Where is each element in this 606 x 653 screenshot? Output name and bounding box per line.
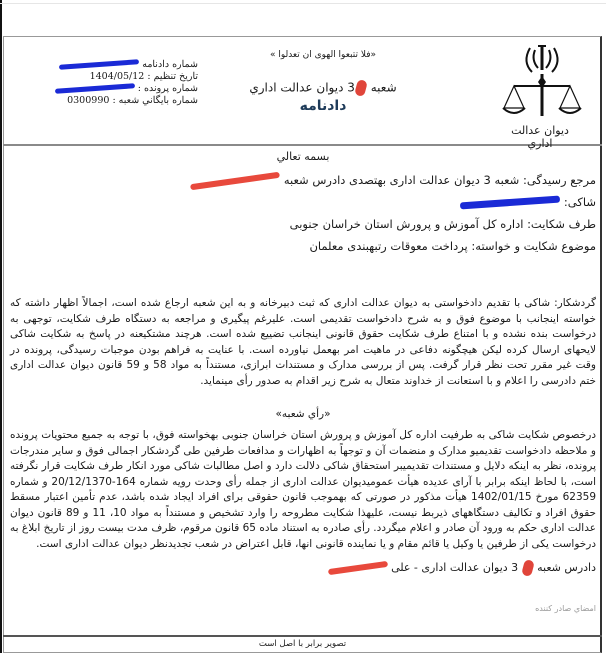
document-header — [3, 36, 602, 150]
reference-field — [10, 169, 596, 191]
date-value: 1404/05/12 — [89, 71, 145, 82]
plaintiff-field — [10, 191, 596, 213]
subject-value: پرداخت معوقات رتبهبندی معلمان — [309, 239, 468, 253]
plaintiff-label: شاکی: — [563, 195, 596, 209]
emblem-scales-icon — [500, 42, 584, 124]
certification-footer: تصوير برابر با اصل است — [3, 635, 602, 653]
branch-number: 3 — [347, 80, 355, 95]
branch-suffix: ديوان عدالت اداري — [249, 80, 344, 95]
emblem-caption: ديوان عدالت اداري — [511, 124, 569, 150]
proceedings-paragraph: گردشکار: شاکی با تقديم دادخواستی به ديوان عدالت اداری که ثبت دبيرخانه و به اين شعبه ارجاع شده است، اجمالاً اظهار داشته که خواسته اينجانب با موضوع فوق و به شرح دادخواست تقديمی است. علیرغم پيگيری و مراجعه به دستگاه طرف شکايت، توجهی به درخواست بنده نشده و با امتناع طرف شکايت حقوق قانونی اينجانب تضييع شده است. هرچند مشتکیعنه در پاسخ به شکايت شاکی لايحهای ارسال کرده ليکن هيچگونه دفاعی در ماهيت امر بهعمل نياورده است. با عنايت به فراهم بودن موجبات رسيدگی، پرونده در وقت غير مقرر تحت نظر قرار گرفت. پس از بررسی مدارک و مستندات ابرازی، مستنداً به مواد 58 و 59 قانون ديوان عدالت اداری ختم دادرسی را اعلام و با استعانت از خداوند متعال به شرح زير اقدام به صدور رأی مینمايد. — [10, 297, 596, 387]
date-row — [58, 71, 198, 83]
verdict-number-row — [58, 59, 198, 71]
document-body — [10, 150, 596, 613]
archive-label: شماره بايگاني شعبه : — [112, 95, 198, 106]
ruling-paragraph: درخصوص شکايت شاکی به طرفيت اداره کل آموزش و پرورش استان خراسان جنوبی بهخواسته فوق، با توجه به جميع محتويات پرونده و ملاحظه دادخواست تقديمیو مدارک و منضمات آن و توجهاً به اظهارات و مدافعات طرفين طی گردشکار اجمالی فوق و ساير مندرجات پرونده، نظر به اينکه دلايل و مستندات تقديمیبر استحقاق شاکی دلالت دارد و اصل مطالبات شاکی مورد انکار طرف شکايت قرار نگرفته است، با لحاظ اينکه برابر با آرای عديده هيأت عمومیديوان عدالت اداری از جمله رأی وحدت رويه شماره 164-20/12/1370 و شماره 62359 مورخ 1402/01/15 هيأت مذکور در صورتی که بهموجب قانون حقوقی برای افراد ايجاد شده باشد، عدم تأمين اعتبار مسقط حقوق افراد و تکاليف دستگاههای ذیربط نيست، عليهذا شکايت مطروحه را وارد تشخيص و مستنداً به مواد 10، 11 و 89 قانون ديوان عدالت اداری حکم به ورود آن صادر و اعلام میگردد. رأی صادره به استناد ماده 65 قانون مرقوم، ظرف مدت بيست روز از تاريخ ابلاغ به درخواست يکی از طرفين يا وکيل يا قائم مقام و يا نماينده قانونی انها، قابل اعتراض در شعب تجديدنظر ديوان عدالت اداری است. — [10, 429, 596, 550]
doc-title: دادنامه — [299, 98, 347, 114]
left-edge — [0, 0, 2, 653]
case-number-row — [58, 83, 198, 95]
defendant-field — [10, 213, 596, 235]
red-redaction-mark — [354, 79, 368, 97]
signature-placeholder: امضاي صادر كننده — [535, 604, 596, 613]
blue-redaction — [59, 59, 139, 70]
top-rule — [0, 3, 606, 4]
subject-field — [10, 235, 596, 257]
archive-number-row — [58, 95, 198, 107]
signature-prefix: دادرس شعبه — [537, 561, 596, 574]
reference-label: مرجع رسيدگی: — [522, 173, 596, 187]
bismillah: بسمه تعالي — [276, 150, 330, 163]
date-label: تاريخ تنظيم : — [147, 71, 198, 82]
ruling-title: «رأي شعبه» — [275, 408, 331, 420]
case-metadata — [58, 59, 198, 107]
case-number-label: شماره پرونده : — [137, 83, 198, 94]
signature-suffix: 3 ديوان عدالت اداری - علی — [391, 561, 519, 574]
quran-verse: «فلا تتبعوا الهوى ان تعدلوا » — [269, 50, 377, 60]
red-redaction-mark — [521, 559, 535, 577]
verdict-number-label: شماره دادنامه — [142, 59, 198, 70]
blue-redaction — [460, 196, 560, 210]
branch-line — [233, 80, 413, 96]
blue-redaction — [55, 83, 135, 94]
red-redaction — [327, 561, 387, 575]
defendant-label: طرف شکايت: — [527, 217, 596, 231]
reference-value: شعبه 3 ديوان عدالت اداری بهتصدی دادرس شعبه — [283, 173, 520, 187]
red-redaction — [190, 171, 280, 189]
archive-value: 0300990 — [67, 95, 110, 106]
branch-prefix: شعبه — [370, 80, 397, 95]
judge-signature — [328, 560, 596, 576]
defendant-value: اداره کل آموزش و پرورش استان خراسان جنوبی — [289, 217, 524, 231]
header-center — [233, 50, 413, 114]
subject-label: موضوع شکايت و خواسته: — [471, 239, 596, 253]
